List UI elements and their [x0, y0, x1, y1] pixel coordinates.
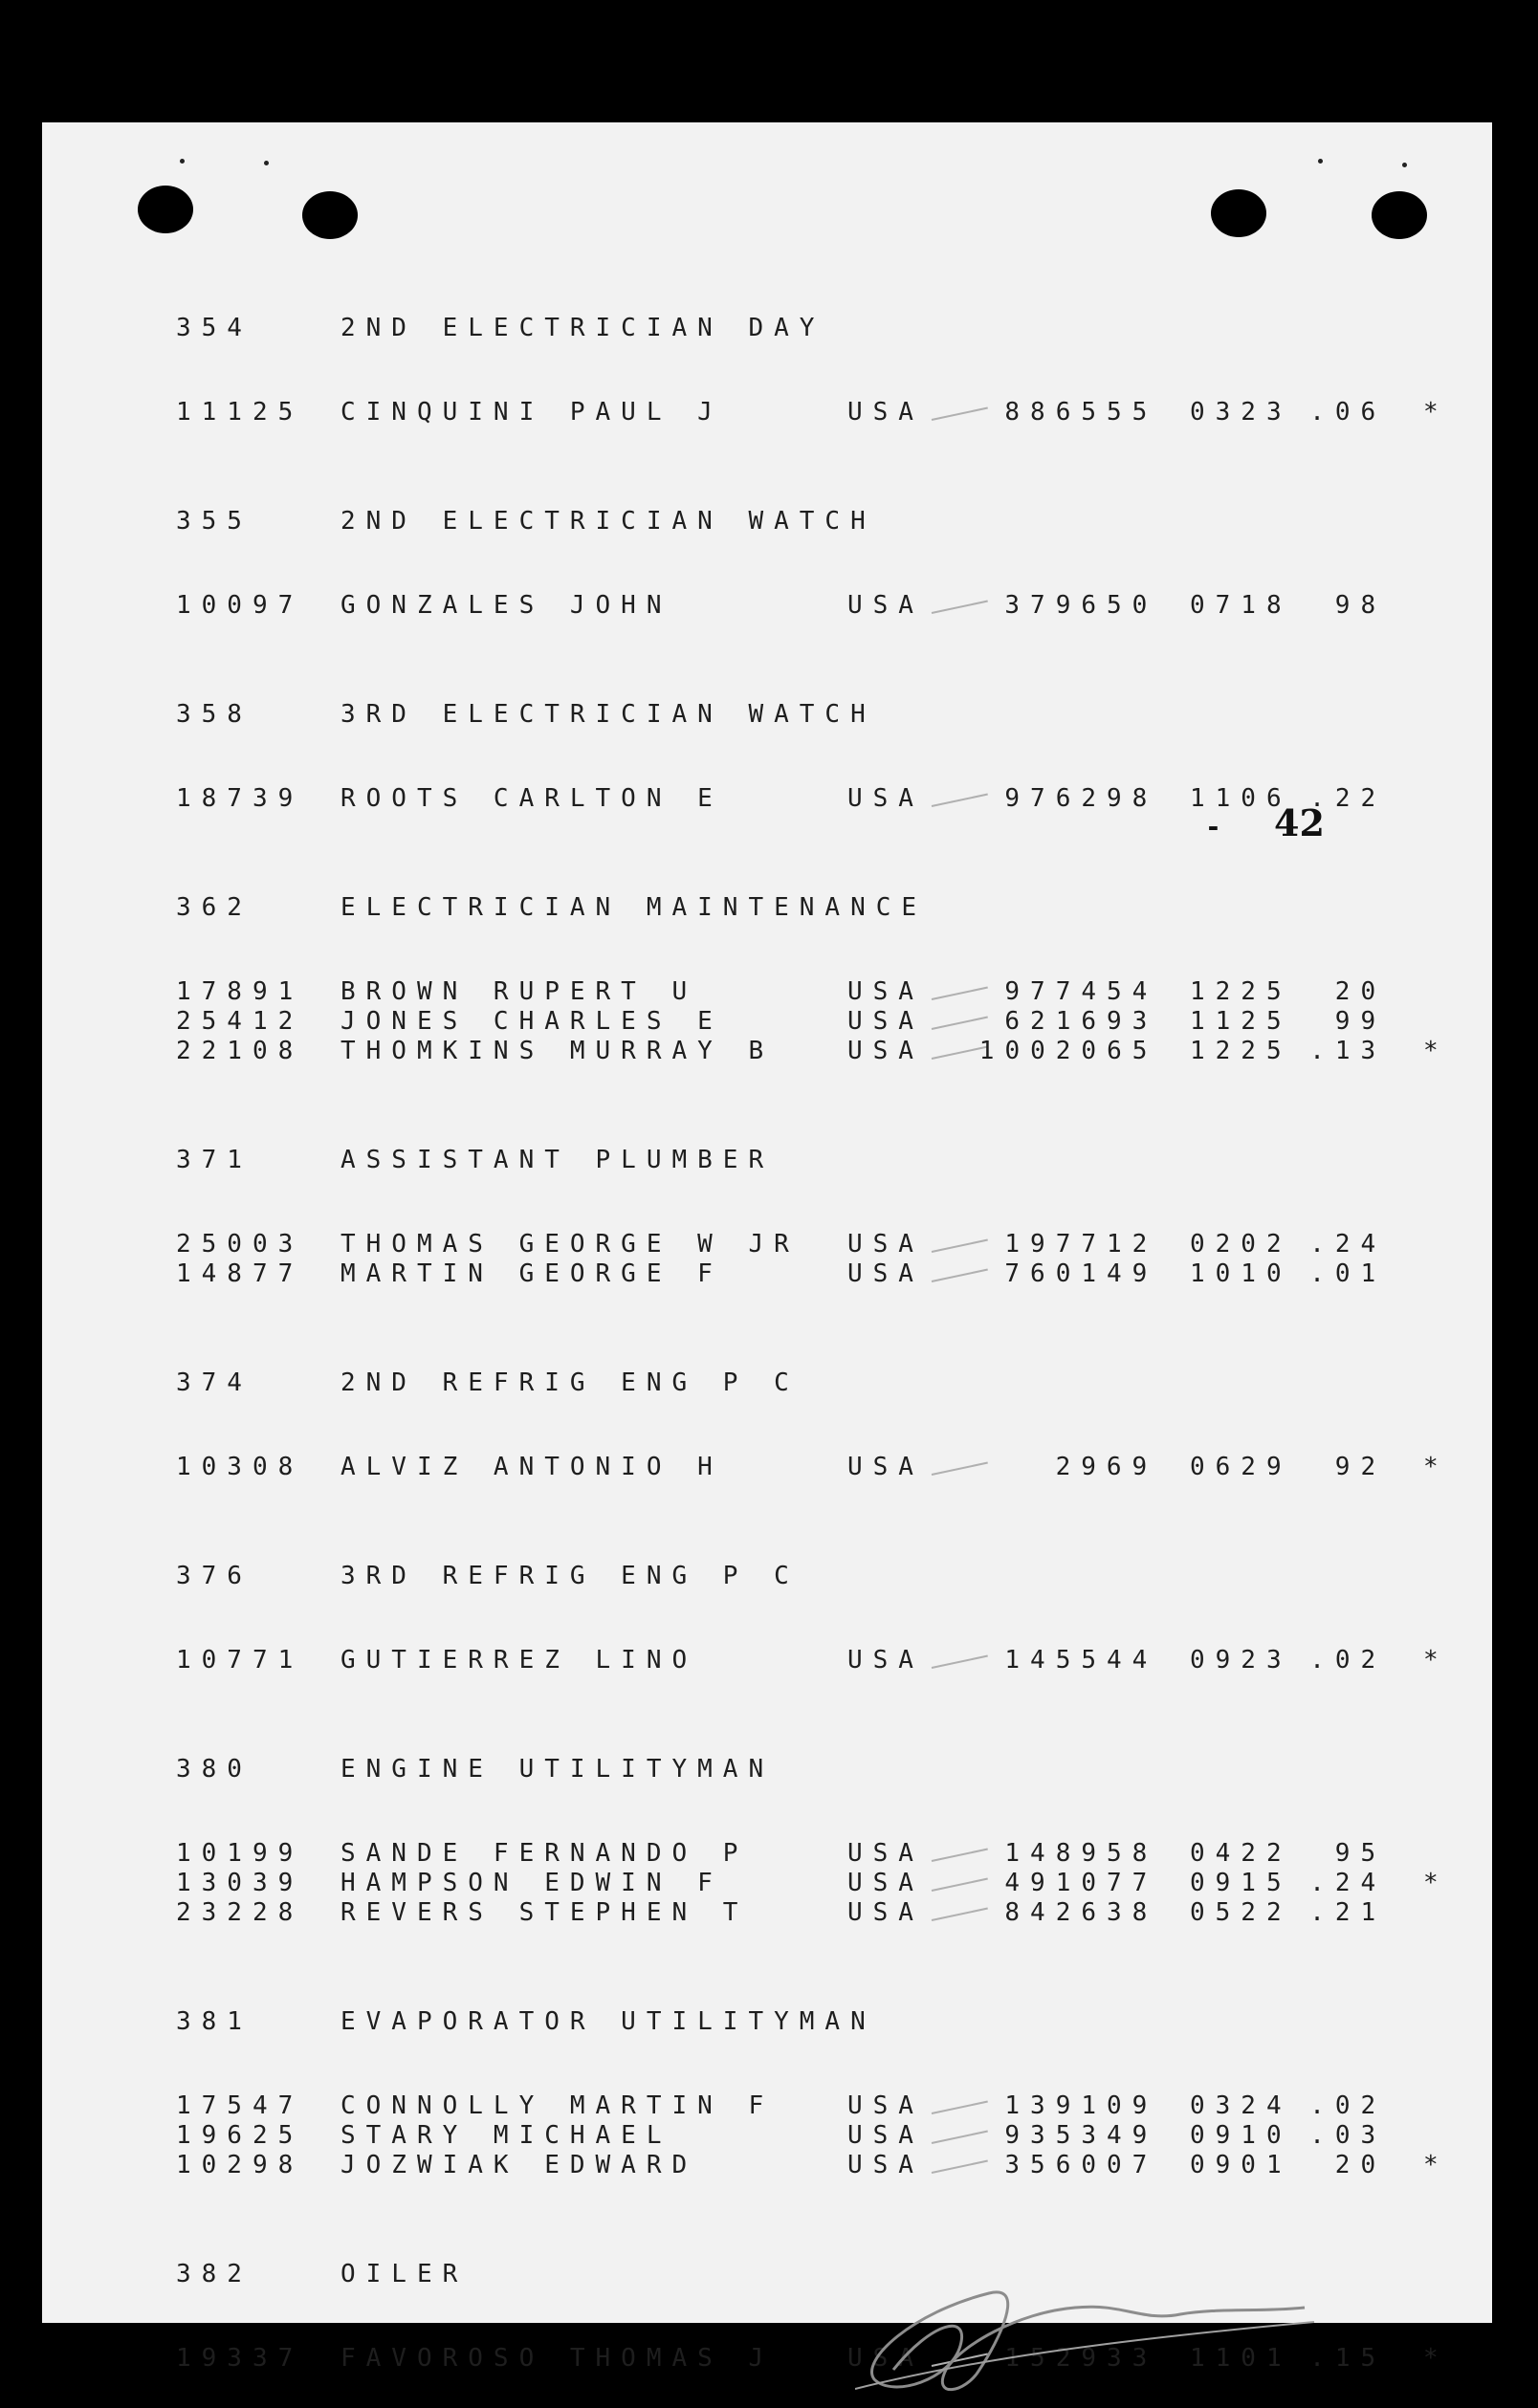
job-code: 355: [176, 507, 253, 536]
crew-id: 10771: [176, 1646, 304, 1675]
crew-id: 10298: [176, 2151, 304, 2179]
crew-row: [42, 2151, 1492, 2183]
crew-id: 23228: [176, 1898, 304, 1927]
document-number: 976298: [1004, 784, 1158, 813]
crew-name: CONNOLLY MARTIN F: [341, 2091, 775, 2120]
nationality: USA: [847, 398, 924, 427]
crew-name: CINQUINI PAUL J: [341, 398, 723, 427]
nationality: USA: [847, 1230, 924, 1259]
rating: .02: [1309, 1646, 1387, 1675]
crew-name: ALVIZ ANTONIO H: [341, 1453, 723, 1481]
rating: 92: [1334, 1453, 1387, 1481]
job-code: 380: [176, 1755, 253, 1784]
crew-row: [42, 1037, 1492, 1069]
crew-id: 17891: [176, 977, 304, 1006]
signature: [855, 2255, 1429, 2408]
crew-row: [42, 1007, 1492, 1040]
crew-row: [42, 784, 1492, 817]
date-code: 1125: [1190, 1007, 1292, 1036]
document-number: 148958: [1004, 1839, 1158, 1868]
job-code: 371: [176, 1146, 253, 1174]
date-code: 1106: [1190, 784, 1292, 813]
document-number: 2969: [1055, 1453, 1158, 1481]
crew-row: [42, 1230, 1492, 1262]
document-number: 145544: [1004, 1646, 1158, 1675]
document-number: 621693: [1004, 1007, 1158, 1036]
crew-name: ROOTS CARLTON E: [341, 784, 723, 813]
job-title: ENGINE UTILITYMAN: [341, 1755, 775, 1784]
document-number: 152933: [1004, 2344, 1158, 2373]
document-number: 379650: [1004, 591, 1158, 620]
document-number: 139109: [1004, 2091, 1158, 2120]
crew-id: 19337: [176, 2344, 304, 2373]
speck: [180, 159, 185, 164]
date-code: 0910: [1190, 2121, 1292, 2150]
job-code: 358: [176, 700, 253, 729]
crew-name: THOMKINS MURRAY B: [341, 1037, 775, 1065]
crew-id: 18739: [176, 784, 304, 813]
crew-name: BROWN RUPERT U: [341, 977, 698, 1006]
job-code: 354: [176, 314, 253, 342]
crew-row: [42, 398, 1492, 430]
asterisk-mark: *: [1423, 1453, 1449, 1481]
asterisk-mark: *: [1423, 1646, 1449, 1675]
date-code: 0324: [1190, 2091, 1292, 2120]
crew-name: REVERS STEPHEN T: [341, 1898, 749, 1927]
crew-id: 14877: [176, 1259, 304, 1288]
speck: [1402, 163, 1407, 167]
crew-id: 22108: [176, 1037, 304, 1065]
rating: .21: [1309, 1898, 1387, 1927]
job-title: ELECTRICIAN MAINTENANCE: [341, 893, 928, 922]
job-header: [42, 1368, 1492, 1401]
crew-name: THOMAS GEORGE W JR: [341, 1230, 800, 1259]
crew-row: [42, 1839, 1492, 1872]
date-code: 0629: [1190, 1453, 1292, 1481]
punch-hole: [302, 191, 358, 239]
punch-hole: [1372, 191, 1427, 239]
rating: .22: [1309, 784, 1387, 813]
nationality: USA: [847, 1646, 924, 1675]
crew-row: [42, 591, 1492, 624]
nationality: USA: [847, 784, 924, 813]
rating: 20: [1334, 977, 1387, 1006]
asterisk-mark: *: [1423, 2344, 1449, 2373]
rating: 98: [1334, 591, 1387, 620]
document-number: 977454: [1004, 977, 1158, 1006]
speck: [264, 161, 269, 165]
date-code: 0901: [1190, 2151, 1292, 2179]
nationality: USA: [847, 1007, 924, 1036]
crew-name: JONES CHARLES E: [341, 1007, 723, 1036]
date-code: 0915: [1190, 1869, 1292, 1897]
crew-id: 25003: [176, 1230, 304, 1259]
document-number: 1002065: [978, 1037, 1158, 1065]
nationality: USA: [847, 2344, 924, 2373]
rating: .02: [1309, 2091, 1387, 2120]
date-code: 0923: [1190, 1646, 1292, 1675]
crew-name: HAMPSON EDWIN F: [341, 1869, 723, 1897]
crew-name: GONZALES JOHN: [341, 591, 672, 620]
job-header: [42, 893, 1492, 926]
job-code: 381: [176, 2007, 253, 2036]
date-code: 1010: [1190, 1259, 1292, 1288]
job-code: 382: [176, 2260, 253, 2288]
document-number: 886555: [1004, 398, 1158, 427]
nationality: USA: [847, 2151, 924, 2179]
job-title: OILER: [341, 2260, 469, 2288]
nationality: USA: [847, 1898, 924, 1927]
crew-name: MARTIN GEORGE F: [341, 1259, 723, 1288]
crew-id: 10199: [176, 1839, 304, 1868]
punch-hole: [138, 186, 193, 233]
job-header: [42, 314, 1492, 346]
rating: 99: [1334, 1007, 1387, 1036]
nationality: USA: [847, 1453, 924, 1481]
date-code: 0522: [1190, 1898, 1292, 1927]
rating: .01: [1309, 1259, 1387, 1288]
crew-row: [42, 1646, 1492, 1678]
rating: .24: [1309, 1230, 1387, 1259]
rating: 20: [1334, 2151, 1387, 2179]
document-number: 356007: [1004, 2151, 1158, 2179]
crew-row: [42, 2121, 1492, 2154]
document-number: 842638: [1004, 1898, 1158, 1927]
crew-name: SANDE FERNANDO P: [341, 1839, 749, 1868]
crew-name: STARY MICHAEL: [341, 2121, 672, 2150]
crew-id: 10308: [176, 1453, 304, 1481]
job-code: 362: [176, 893, 253, 922]
crew-name: GUTIERREZ LINO: [341, 1646, 698, 1675]
job-header: [42, 1755, 1492, 1787]
job-header: [42, 1562, 1492, 1594]
rating: .03: [1309, 2121, 1387, 2150]
nationality: USA: [847, 977, 924, 1006]
job-header: [42, 2007, 1492, 2040]
crew-row: [42, 977, 1492, 1010]
document-number: 491077: [1004, 1869, 1158, 1897]
crew-id: 25412: [176, 1007, 304, 1036]
job-code: 376: [176, 1562, 253, 1590]
asterisk-mark: *: [1423, 398, 1449, 427]
crew-id: 13039: [176, 1869, 304, 1897]
document-number: 760149: [1004, 1259, 1158, 1288]
nationality: USA: [847, 1259, 924, 1288]
asterisk-mark: *: [1423, 2151, 1449, 2179]
date-code: 1101: [1190, 2344, 1292, 2373]
rating: .06: [1309, 398, 1387, 427]
date-code: 0202: [1190, 1230, 1292, 1259]
job-title: 3RD ELECTRICIAN WATCH: [341, 700, 876, 729]
nationality: USA: [847, 2091, 924, 2120]
asterisk-mark: *: [1423, 1869, 1449, 1897]
job-title: 2ND REFRIG ENG P C: [341, 1368, 800, 1397]
crew-name: FAVOROSO THOMAS J: [341, 2344, 775, 2373]
crew-id: 10097: [176, 591, 304, 620]
asterisk-mark: *: [1423, 1037, 1449, 1065]
rating: .13: [1309, 1037, 1387, 1065]
rating: .15: [1309, 2344, 1387, 2373]
job-title: 2ND ELECTRICIAN DAY: [341, 314, 825, 342]
speck: [1318, 159, 1323, 164]
job-title: 3RD REFRIG ENG P C: [341, 1562, 800, 1590]
document-number: 197712: [1004, 1230, 1158, 1259]
job-header: [42, 507, 1492, 539]
nationality: USA: [847, 2121, 924, 2150]
job-title: ASSISTANT PLUMBER: [341, 1146, 775, 1174]
nationality: USA: [847, 1037, 924, 1065]
date-code: 1225: [1190, 977, 1292, 1006]
date-code: 0422: [1190, 1839, 1292, 1868]
crew-row: [42, 1453, 1492, 1485]
crew-row: [42, 1259, 1492, 1292]
crew-id: 19625: [176, 2121, 304, 2150]
nationality: USA: [847, 1869, 924, 1897]
job-code: 374: [176, 1368, 253, 1397]
crew-id: 17547: [176, 2091, 304, 2120]
crew-name: JOZWIAK EDWARD: [341, 2151, 698, 2179]
document-sheet: [42, 122, 1492, 2373]
job-header: [42, 1146, 1492, 1178]
date-code: 0323: [1190, 398, 1292, 427]
document-number: 935349: [1004, 2121, 1158, 2150]
job-header: [42, 700, 1492, 733]
crew-id: 11125: [176, 398, 304, 427]
crew-row: [42, 1869, 1492, 1901]
crew-row: [42, 2091, 1492, 2124]
job-title: EVAPORATOR UTILITYMAN: [341, 2007, 876, 2036]
date-code: 1225: [1190, 1037, 1292, 1065]
job-title: 2ND ELECTRICIAN WATCH: [341, 507, 876, 536]
punch-hole: [1211, 189, 1266, 237]
rating: 95: [1334, 1839, 1387, 1868]
date-code: 0718: [1190, 591, 1292, 620]
crew-row: [42, 1898, 1492, 1931]
rating: .24: [1309, 1869, 1387, 1897]
page-number: 42: [1274, 801, 1325, 844]
nationality: USA: [847, 1839, 924, 1868]
page-dash: -: [1205, 811, 1221, 843]
nationality: USA: [847, 591, 924, 620]
